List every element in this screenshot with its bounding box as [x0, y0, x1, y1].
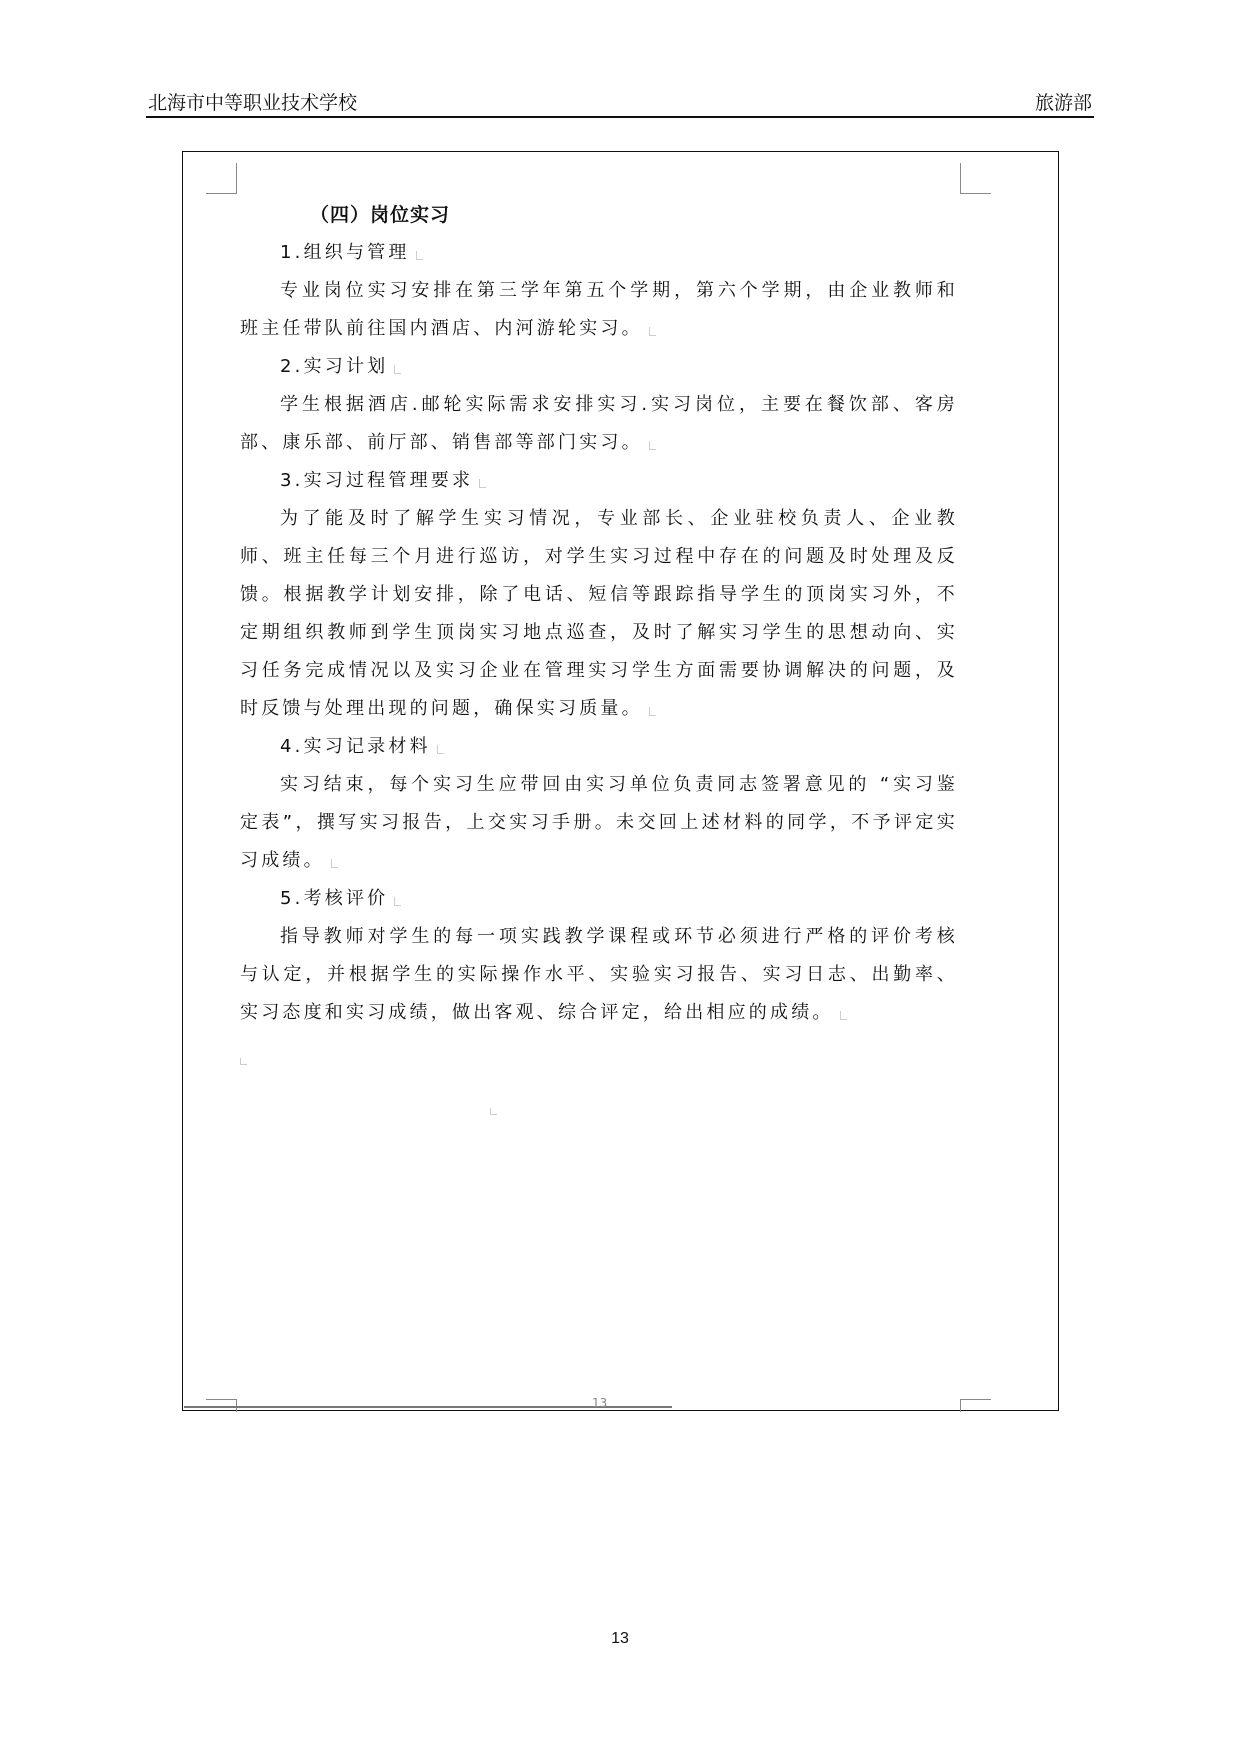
crop-mark-bottom-right — [960, 1399, 991, 1412]
paragraph: 专业岗位实习安排在第三学年第五个学期，第六个学期，由企业教师和班主任带队前往国内酒店、内河游轮实习。 — [240, 280, 958, 339]
paragraph-mark — [490, 1108, 497, 1115]
subsection-heading: 5.考核评价 — [240, 880, 958, 918]
crop-mark-top-right — [960, 163, 991, 194]
document-body — [240, 196, 958, 1032]
section-title: （四）岗位实习 — [310, 204, 451, 226]
paragraph: 为了能及时了解学生实习情况，专业部长、企业驻校负责人、企业教师、班主任每三个月进行巡访，对学生实习过程中存在的问题及时处理及反馈。根据教学计划安排，除了电话、短信等跟踪指导学生的顶岗实习外，不定期组织教师到学生顶岗实习地点巡查，及时了解实习学生的思想动向、实习任务完成情况以及实习企业在管理实习学生方面需要协调解决的问题，及时反馈与处理出现的问题，确保实习质量。 — [240, 508, 958, 719]
paragraph: 学生根据酒店.邮轮实际需求安排实习.实习岗位，主要在餐饮部、客房部、康乐部、前厅部、销售部等部门实习。 — [240, 394, 958, 453]
paragraph-mark — [240, 1058, 247, 1065]
page-number: 13 — [611, 1630, 629, 1647]
paragraph: 实习结束，每个实习生应带回由实习单位负责同志签署意见的 “实习鉴定表”，撰写实习报告，上交实习手册。未交回上述材料的同学，不予评定实习成绩。 — [240, 774, 958, 871]
header-department: 旅游部 — [1034, 92, 1092, 114]
subsection-heading: 1.组织与管理 — [240, 234, 958, 272]
subsection-heading: 3.实习过程管理要求 — [240, 462, 958, 500]
header-divider — [146, 116, 1094, 118]
embedded-page-number: 13 — [592, 1396, 608, 1410]
subsection-heading: 2.实习计划 — [240, 348, 958, 386]
paragraph: 指导教师对学生的每一项实践教学课程或环节必须进行严格的评价考核与认定，并根据学生的实际操作水平、实验实习报告、实习日志、出勤率、实习态度和实习成绩，做出客观、综合评定，给出相应的成绩。 — [240, 926, 958, 1023]
subsection-heading: 4.实习记录材料 — [240, 728, 958, 766]
crop-mark-top-left — [206, 163, 237, 194]
header-school-name: 北海市中等职业技术学校 — [148, 92, 358, 114]
